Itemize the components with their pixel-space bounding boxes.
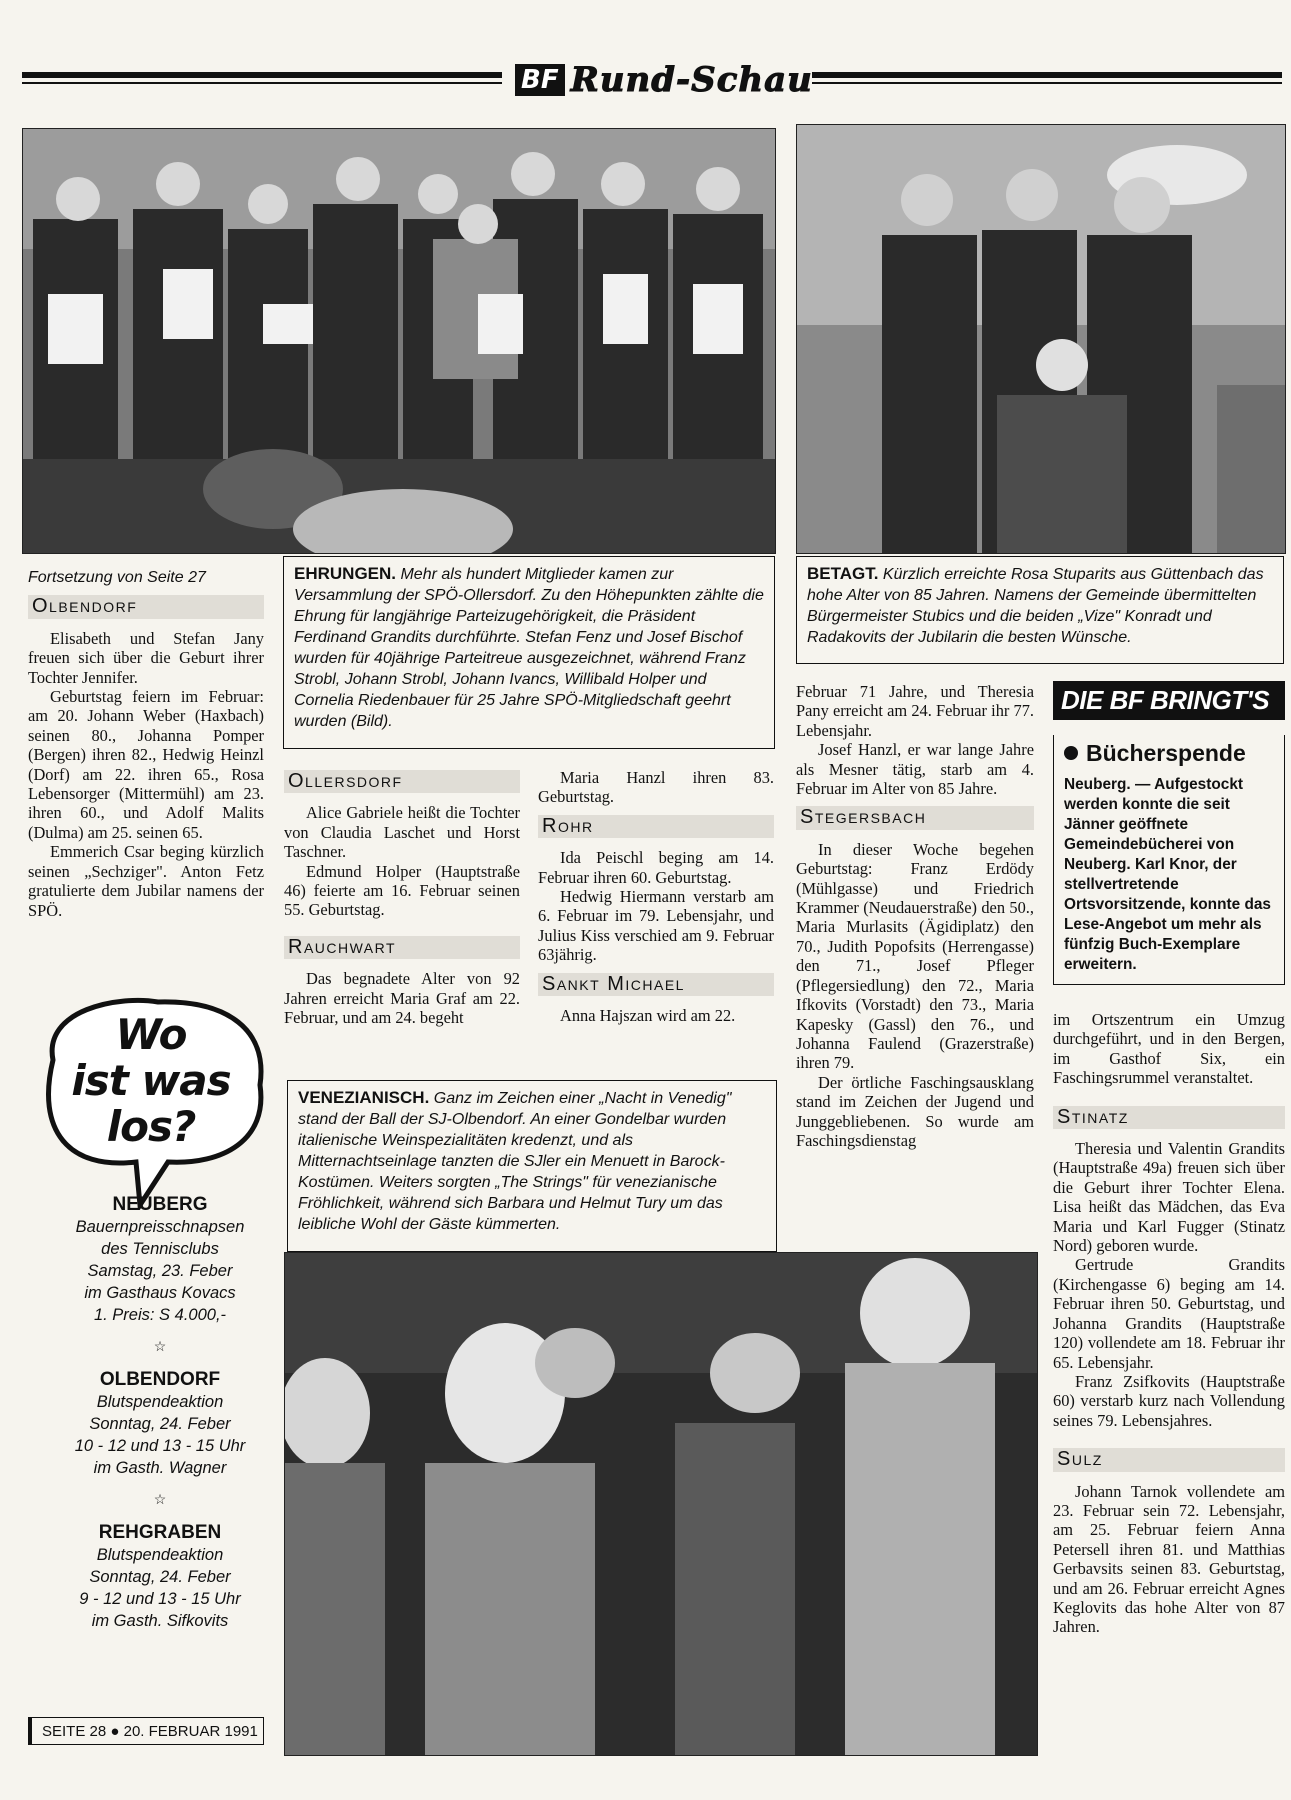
article-paragraph: Emmerich Csar beging kürzlich seinen „Sechziger". Anton Fetz gratulierte dem Jubilar namens der SPÖ. — [28, 842, 264, 920]
article-paragraph: Anna Hajszan wird am 22. — [560, 1006, 736, 1026]
event-town: REHGRABEN — [98, 1522, 222, 1543]
events-list — [40, 1180, 280, 1632]
heading-rauchwart: Rauchwart — [284, 936, 520, 959]
article-paragraph: Elisabeth und Stefan Jany freuen sich über die Geburt ihrer Tochter Jennifer. — [28, 628, 264, 687]
section-title: Rund-Schau — [570, 60, 813, 100]
heading-sulz: Sulz — [1053, 1448, 1285, 1471]
caption-text: Mehr als hundert Mitglieder kamen zur Versammlung der SPÖ-Ollersdorf. Zu den Höhepunkten zählte die Ehrung für langjährige Parteizugehörigkeit, die Präsident Ferdinand Grandits durchführte. Stefan Fenz und Josef Bischof wurden für 40jährige Parteitreue ausgezeichnet, während Franz Strobl, Johann Strobl, Johann Ivancs, Willibald Holper und Cornelia Riedenbauer für 25 Jahre SPÖ-Mitgliedschaft geehrt wurden (Bild). — [294, 566, 764, 730]
article-paragraph: Gertrude Grandits (Kirchengasse 6) beging am 14. Februar ihren 50. Geburtstag, und Johanna Grandits (Hauptstraße 120) vollendete am 18. Februar ihr 65. Lebensjahr. — [1053, 1255, 1285, 1372]
article-paragraph: Alice Gabriele heißt die Tochter von Claudia Laschet und Horst Taschner. — [284, 803, 520, 862]
column-ollersdorf — [284, 762, 520, 1027]
caption-betagt — [796, 556, 1284, 664]
article-paragraph: Josef Hanzl, er war lange Jahre als Mesner tätig, starb am 4. Februar im Alter von 85 Jahre. — [796, 740, 1034, 799]
column-stinatz — [1053, 1010, 1285, 1637]
issue-date: 20. FEBRUAR 1991 — [123, 1723, 258, 1740]
event-line: im Gasth. Wagner — [93, 1459, 227, 1477]
caption-text: Kürzlich erreichte Rosa Stuparits aus Güttenbach das hohe Alter von 85 Jahren. Namens der Gemeinde übermittelten Bürgermeister Stubics und die beiden „Vize" Konradt und Radakovits der Jubilarin die besten Wünsche. — [807, 566, 1264, 646]
bf-brings-box — [1053, 735, 1285, 985]
article-paragraph: Geburtstag feiern im Februar: am 20. Johann Weber (Haxbach) seinen 80., Johanna Pomper (Bergen) ihren 82., Hedwig Heinzl (Dorf) am 22. ihren 65., Rosa Lebensorger (Mittermühl) am 23. ihren 60., und Adolf Malits (Dulma) am 25. seinen 65. — [28, 687, 264, 842]
caption-venezianisch — [287, 1080, 777, 1252]
event-line: des Tennisclubs — [101, 1240, 219, 1258]
article-paragraph: Johann Tarnok vollendete am 23. Februar sein 72. Lebensjahr, am 25. Februar feiern Anna Petersell ihren 81. und Matthias Gerbavsits seinen 83. Geburtstag, und am 26. Februar erreicht Agnes Keglovits das hohe Alter von 87 Jahren. — [1053, 1481, 1285, 1637]
baroque-dance-image — [285, 1253, 1037, 1755]
caption-lead: BETAGT. — [807, 564, 879, 583]
star-icon: ☆ — [153, 1491, 167, 1507]
events-bubble — [28, 990, 274, 1210]
article-paragraph: im Ortszentrum ein Umzug durchgeführt, und in den Bergen, im Gasthof Six, ein Faschingsrummel veranstaltet. — [1053, 1010, 1285, 1088]
heading-stegersbach: Stegersbach — [796, 806, 1034, 829]
continued-note: Fortsetzung von Seite 27 — [28, 569, 206, 586]
events-title-line: ist was — [71, 1056, 231, 1105]
heading-olbendorf: Olbendorf — [28, 595, 264, 618]
photo-ehrungen — [22, 128, 776, 554]
event-line: 9 - 12 und 13 - 15 Uhr — [79, 1590, 241, 1608]
event-item — [40, 1194, 280, 1326]
star-icon: ☆ — [153, 1338, 167, 1354]
events-title — [48, 1012, 254, 1150]
caption-lead: EHRUNGEN. — [294, 564, 397, 583]
bullet-icon — [1064, 746, 1078, 760]
event-line: Samstag, 23. Feber — [87, 1262, 233, 1280]
article-paragraph: Februar 71 Jahre, und Theresia Pany erreicht am 24. Februar ihr 77. Lebensjahr. — [796, 682, 1034, 740]
page-footer — [28, 1717, 264, 1745]
column-stegersbach — [796, 682, 1034, 1150]
bf-brings-banner: DIE BF BRINGT'S — [1053, 681, 1285, 720]
event-line: Sonntag, 24. Feber — [89, 1415, 231, 1433]
events-title-line: Wo — [115, 1010, 187, 1059]
article-paragraph: Edmund Holper (Hauptstraße 46) feierte am 16. Februar seinen 55. Geburtstag. — [284, 861, 520, 920]
group-photo-image — [23, 129, 775, 553]
bf-brings-text: Neuberg. — Aufgestockt werden konnte die seit Jänner geöffnete Gemeindebücherei von Neuberg. Karl Knor, der stellvertretende Ortsvorsitzende, konnte das Lese-Angebot um mehr als fünfzig Buch-Exemplare erweitern. — [1064, 776, 1271, 973]
event-line: 10 - 12 und 13 - 15 Uhr — [74, 1437, 246, 1455]
article-paragraph: Ida Peischl beging am 14. Februar ihren 60. Geburtstag. — [538, 848, 774, 887]
heading-ollersdorf: Ollersdorf — [284, 770, 520, 793]
event-line: Sonntag, 24. Feber — [89, 1568, 231, 1586]
article-paragraph: In dieser Woche begehen Geburtstag: Franz Erdödy (Mühlgasse) und Friedrich Krammer (Neudauerstraße) den 50., Maria Murlasits (Ägidiplatz) den 70., Judith Popofsits (Herrengasse) den 71., Josef Pfleger (Pflegersiedlung) den 72., Maria Ifkovits (Vorstadt) den 73., Maria Kapesky (Gassl) den 76., und Johanna Faulend (Grazerstraße) ihren 79. — [796, 839, 1034, 1073]
caption-text: Ganz im Zeichen einer „Nacht in Venedig" stand der Ball der SJ-Olbendorf. An einer Gondelbar wurden italienische Weinspezialitäten kredenzt, und als Mitternachtseinlage tanzten die SJler ein Menuett in Barock-Kostümen. Weiters sorgten „The Strings" für venezianische Fröhlichkeit, während sich Barbara und Helmut Tury um das leibliche Wohl der Gäste kümmerten. — [298, 1090, 732, 1233]
column-olbendorf — [28, 568, 264, 920]
heading-sankt-michael: Sankt Michael — [538, 973, 774, 996]
elderly-woman-image — [797, 125, 1285, 553]
event-line: 1. Preis: S 4.000,- — [93, 1306, 227, 1324]
event-item — [40, 1369, 280, 1479]
article-paragraph: Das begnadete Alter von 92 Jahren erreicht Maria Graf am 22. Februar, und am 24. begeht — [284, 969, 520, 1028]
events-title-line: los? — [106, 1102, 196, 1151]
bf-logo: BF — [515, 64, 565, 96]
bf-brings-title — [1064, 740, 1274, 766]
article-paragraph: Franz Zsifkovits (Hauptstraße 60) verstarb kurz nach Vollendung seines 79. Lebensjahres. — [1053, 1371, 1285, 1430]
event-line: Bauernpreisschnapsen — [75, 1218, 245, 1236]
article-paragraph: Maria Hanzl ihren 83. Geburtstag. — [538, 768, 774, 807]
event-item — [40, 1522, 280, 1632]
section-logo — [515, 60, 813, 100]
event-town: NEUBERG — [112, 1194, 208, 1215]
masthead-rule-right-thin — [812, 82, 1282, 84]
photo-betagt — [796, 124, 1286, 554]
heading-stinatz: Stinatz — [1053, 1106, 1285, 1129]
article-paragraph: Der örtliche Faschingsausklang stand im Zeichen der Jugend und Junggebliebenen. So wurde am Faschingsdienstag — [796, 1072, 1034, 1150]
event-line: Blutspendeaktion — [96, 1393, 224, 1411]
article-paragraph: Theresia und Valentin Grandits (Hauptstraße 49a) freuen sich über die Geburt ihrer Tochter Elena. Lisa heißt das Mädchen, das Eva Maria und Karl Fugger (Stinatz Nord) geboren wurde. — [1053, 1139, 1285, 1256]
bullet-icon: ● — [110, 1723, 120, 1740]
masthead-rule-left — [22, 72, 502, 78]
caption-lead: VENEZIANISCH. — [298, 1088, 430, 1107]
event-line: Blutspendeaktion — [96, 1546, 224, 1564]
event-town: OLBENDORF — [99, 1369, 221, 1390]
column-rohr — [538, 768, 774, 1025]
heading-rohr: Rohr — [538, 815, 774, 838]
masthead-rule-left-thin — [22, 82, 502, 84]
caption-ehrungen — [283, 556, 775, 749]
event-line: im Gasth. Sifkovits — [91, 1612, 229, 1630]
photo-venezianisch — [284, 1252, 1038, 1756]
masthead-rule-right — [812, 72, 1282, 78]
page-number: SEITE 28 — [42, 1723, 107, 1740]
bf-brings-title-text: Bücherspende — [1086, 740, 1246, 766]
event-line: im Gasthaus Kovacs — [84, 1284, 236, 1302]
article-paragraph: Hedwig Hiermann verstarb am 6. Februar im 79. Lebensjahr, und Julius Kiss verschied am 9. Februar 63jährig. — [538, 887, 774, 965]
